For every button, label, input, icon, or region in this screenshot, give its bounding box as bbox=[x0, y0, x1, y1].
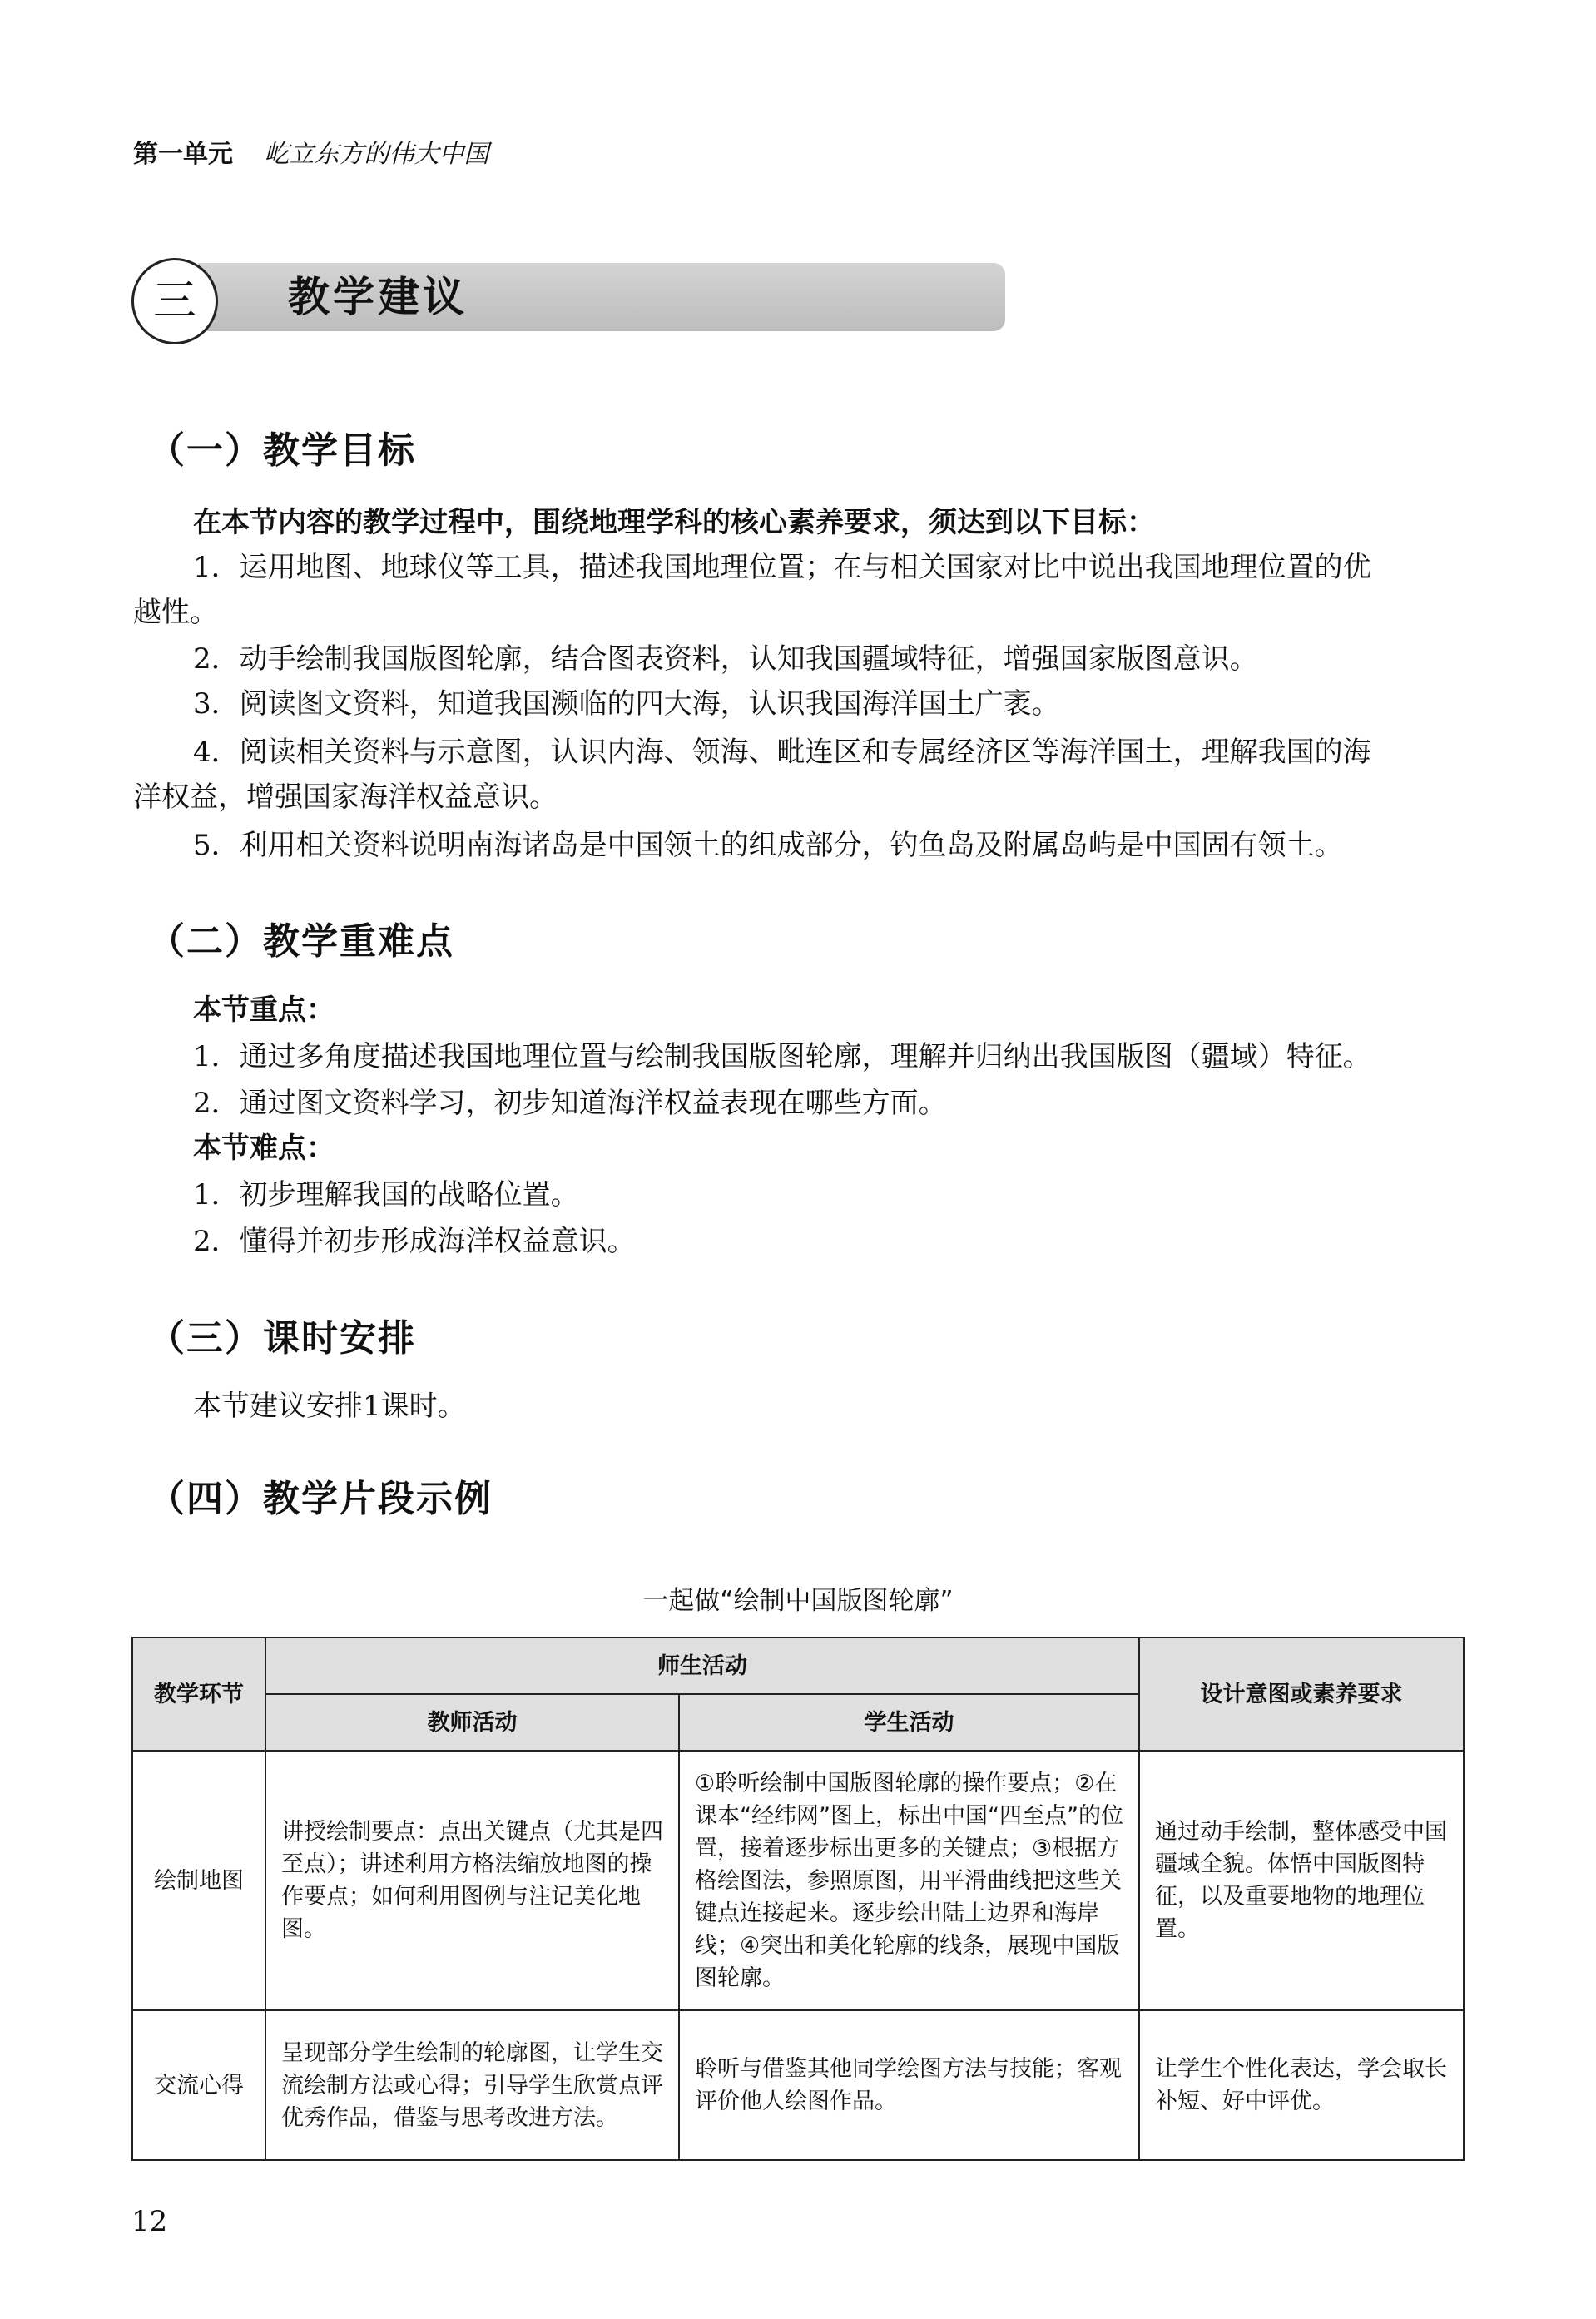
key-points-label: 本节重点： bbox=[193, 994, 335, 1027]
cell-stage: 绘制地图 bbox=[132, 1751, 265, 2010]
heading-teaching-goals: （一）教学目标 bbox=[148, 429, 416, 472]
banner-number: 三 bbox=[131, 258, 218, 344]
cell-student: ①聆听绘制中国版图轮廓的操作要点；②在课本“经纬网”图上，标出中国“四至点”的位置，接着逐步标出更多的关键点；③根据方格绘图法，参照原图，用平滑曲线把这些关键点连接起来。逐步绘出陆上边界和海岸线；④突出和美化轮廓的线条，展现中国版图轮廓。 bbox=[679, 1751, 1139, 2010]
table-caption: 一起做“绘制中国版图轮廓” bbox=[642, 1586, 954, 1616]
cell-stage: 交流心得 bbox=[132, 2010, 265, 2160]
running-header bbox=[133, 133, 489, 170]
goal-item: 4．阅读相关资料与示意图，认识内海、领海、毗连区和专属经济区等海洋国土，理解我国的海 bbox=[193, 736, 1371, 769]
header-activity: 师生活动 bbox=[265, 1638, 1139, 1694]
heading-schedule: （三）课时安排 bbox=[148, 1317, 416, 1360]
key-point-item: 1．通过多角度描述我国地理位置与绘制我国版图轮廓，理解并归纳出我国版图（疆域）特征。 bbox=[193, 1040, 1371, 1073]
goal-item: 5．利用相关资料说明南海诸岛是中国领土的组成部分，钓鱼岛及附属岛屿是中国固有领土。 bbox=[193, 829, 1343, 862]
difficulty-label: 本节难点： bbox=[193, 1132, 335, 1165]
heading-example: （四）教学片段示例 bbox=[148, 1478, 493, 1520]
goal-item: 洋权益，增强国家海洋权益意识。 bbox=[133, 780, 558, 814]
key-point-item: 2．通过图文资料学习，初步知道海洋权益表现在哪些方面。 bbox=[193, 1087, 947, 1120]
header-design: 设计意图或素养要求 bbox=[1139, 1638, 1464, 1751]
teaching-example-table bbox=[131, 1637, 1465, 2161]
unit-label: 第一单元 bbox=[133, 140, 233, 169]
heading-key-points: （二）教学重难点 bbox=[148, 920, 454, 963]
header-stage: 教学环节 bbox=[132, 1638, 265, 1751]
banner-title: 教学建议 bbox=[288, 272, 468, 321]
unit-subtitle: 屹立东方的伟大中国 bbox=[264, 140, 489, 169]
header-student: 学生活动 bbox=[679, 1694, 1139, 1751]
schedule-text: 本节建议安排1课时。 bbox=[193, 1390, 466, 1423]
section-banner bbox=[131, 258, 1005, 343]
difficulty-item: 1．初步理解我国的战略位置。 bbox=[193, 1178, 579, 1212]
goal-item: 2．动手绘制我国版图轮廓，结合图表资料，认知我国疆域特征，增强国家版图意识。 bbox=[193, 642, 1258, 676]
page-number: 12 bbox=[131, 2205, 168, 2238]
difficulty-item: 2．懂得并初步形成海洋权益意识。 bbox=[193, 1225, 636, 1258]
goals-intro: 在本节内容的教学过程中，围绕地理学科的核心素养要求，须达到以下目标： bbox=[193, 506, 1155, 539]
table-row bbox=[132, 1751, 1464, 2010]
cell-teacher: 讲授绘制要点：点出关键点（尤其是四至点）；讲述利用方格法缩放地图的操作要点；如何利用图例与注记美化地图。 bbox=[265, 1751, 679, 2010]
cell-design: 通过动手绘制，整体感受中国疆域全貌。体悟中国版图特征，以及重要地物的地理位置。 bbox=[1139, 1751, 1464, 2010]
header-teacher: 教师活动 bbox=[265, 1694, 679, 1751]
cell-teacher: 呈现部分学生绘制的轮廓图，让学生交流绘制方法或心得；引导学生欣赏点评优秀作品，借鉴与思考改进方法。 bbox=[265, 2010, 679, 2160]
goal-item: 3．阅读图文资料，知道我国濒临的四大海，认识我国海洋国土广袤。 bbox=[193, 687, 1060, 721]
table-row bbox=[132, 2010, 1464, 2160]
cell-design: 让学生个性化表达，学会取长补短、好中评优。 bbox=[1139, 2010, 1464, 2160]
goal-item: 越性。 bbox=[133, 596, 218, 629]
cell-student: 聆听与借鉴其他同学绘图方法与技能；客观评价他人绘图作品。 bbox=[679, 2010, 1139, 2160]
goal-item: 1．运用地图、地球仪等工具，描述我国地理位置；在与相关国家对比中说出我国地理位置的优 bbox=[193, 551, 1371, 584]
